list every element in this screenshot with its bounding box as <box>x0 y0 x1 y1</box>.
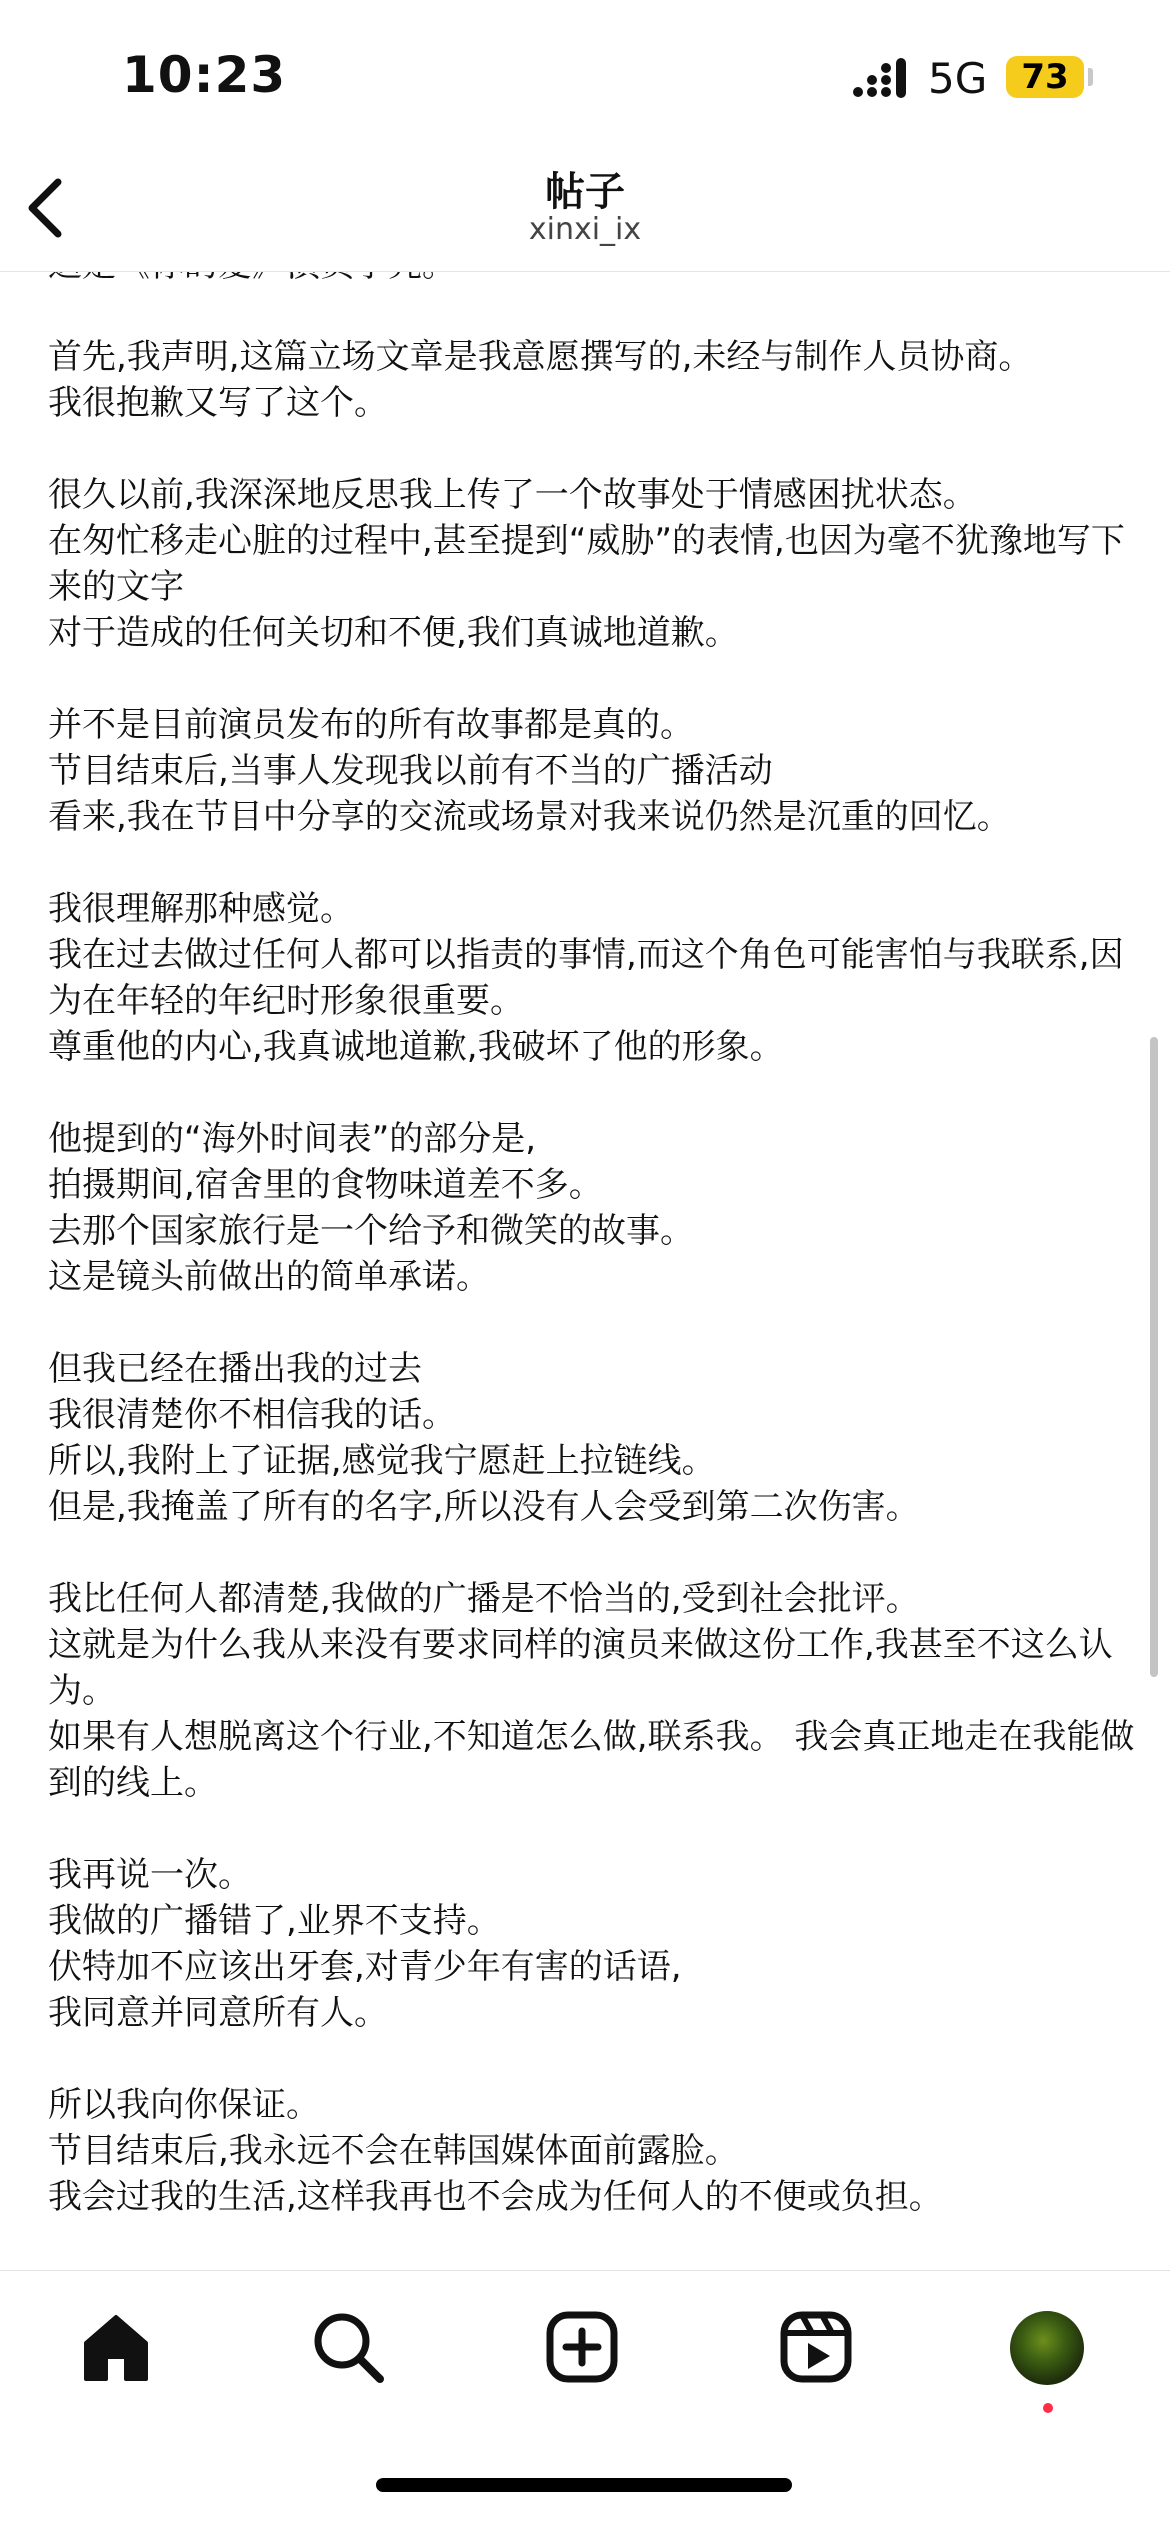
post-paragraph: 所以我向你保证。 节目结束后,我永远不会在韩国媒体面前露脸。 我会过我的生活,这样我再也不会成为任何人的不便或负担。 <box>48 2085 943 2217</box>
post-paragraph: 首先,我声明,这篇立场文章是我意愿撰写的,未经与制作人员协商。 我很抱歉又写了这个。 <box>48 337 1033 423</box>
post-paragraph: 并不是目前演员发布的所有故事都是真的。 节目结束后,当事人发现我以前有不当的广播活动 看来,我在节目中分享的交流或场景对我来说仍然是沉重的回忆。 <box>48 705 1011 837</box>
network-type: 5G <box>928 54 988 103</box>
bottom-tab-bar <box>0 2270 1170 2532</box>
post-paragraph: 他提到的“海外时间表”的部分是, 拍摄期间,宿舍里的食物味道差不多。 去那个国家旅行是一个给予和微笑的故事。 这是镜头前做出的简单承诺。 <box>48 1119 694 1297</box>
post-text <box>48 242 1138 2266</box>
post-content-area[interactable] <box>0 272 1170 2270</box>
post-paragraph: 但我已经在播出我的过去 我很清楚你不相信我的话。 所以,我附上了证据,感觉我宁愿赶上拉链线。 但是,我掩盖了所有的名字,所以没有人会受到第二次伤害。 <box>48 1349 920 1527</box>
post-username[interactable]: xinxi_ix <box>528 212 642 247</box>
search-icon[interactable] <box>308 2307 388 2387</box>
post-paragraph: 我很理解那种感觉。 我在过去做过任何人都可以指责的事情,而这个角色可能害怕与我联系,因为在年轻的年纪时形象很重要。 尊重他的内心,我真诚地道歉,我破坏了他的形象。 <box>48 889 1124 1067</box>
navigation-header <box>0 150 1170 272</box>
create-icon[interactable] <box>542 2307 622 2387</box>
reels-icon[interactable] <box>776 2307 856 2387</box>
home-indicator[interactable] <box>376 2478 792 2492</box>
status-time: 10:23 <box>122 46 287 104</box>
home-icon[interactable] <box>76 2307 156 2387</box>
cellular-signal-icon <box>853 58 913 98</box>
profile-avatar[interactable] <box>1010 2311 1084 2385</box>
battery-cap <box>1088 68 1093 86</box>
post-paragraph: 很久以前,我深深地反思我上传了一个故事处于情感困扰状态。 在匆忙移走心脏的过程中,甚至提到“威胁”的表情,也因为毫不犹豫地写下来的文字 对于造成的任何关切和不便,我们真诚地道歉。 <box>48 475 1125 653</box>
post-paragraph: 我比任何人都清楚,我做的广播是不恰当的,受到社会批评。 这就是为什么我从来没有要求同样的演员来做这份工作,我甚至不这么认为。 如果有人想脱离这个行业,不知道怎么做,联系我。 我会真正地走在我能做到的线上。 <box>48 1579 1135 1803</box>
status-bar <box>0 0 1170 150</box>
page-title: 帖子 <box>545 169 625 215</box>
scrollbar[interactable] <box>1150 1037 1158 1677</box>
notification-dot <box>1043 2403 1053 2413</box>
battery-level: 73 <box>1006 56 1084 98</box>
post-paragraph: 我再说一次。 我做的广播错了,业界不支持。 伏特加不应该出牙套,对青少年有害的话语, 我同意并同意所有人。 <box>48 1855 682 2033</box>
